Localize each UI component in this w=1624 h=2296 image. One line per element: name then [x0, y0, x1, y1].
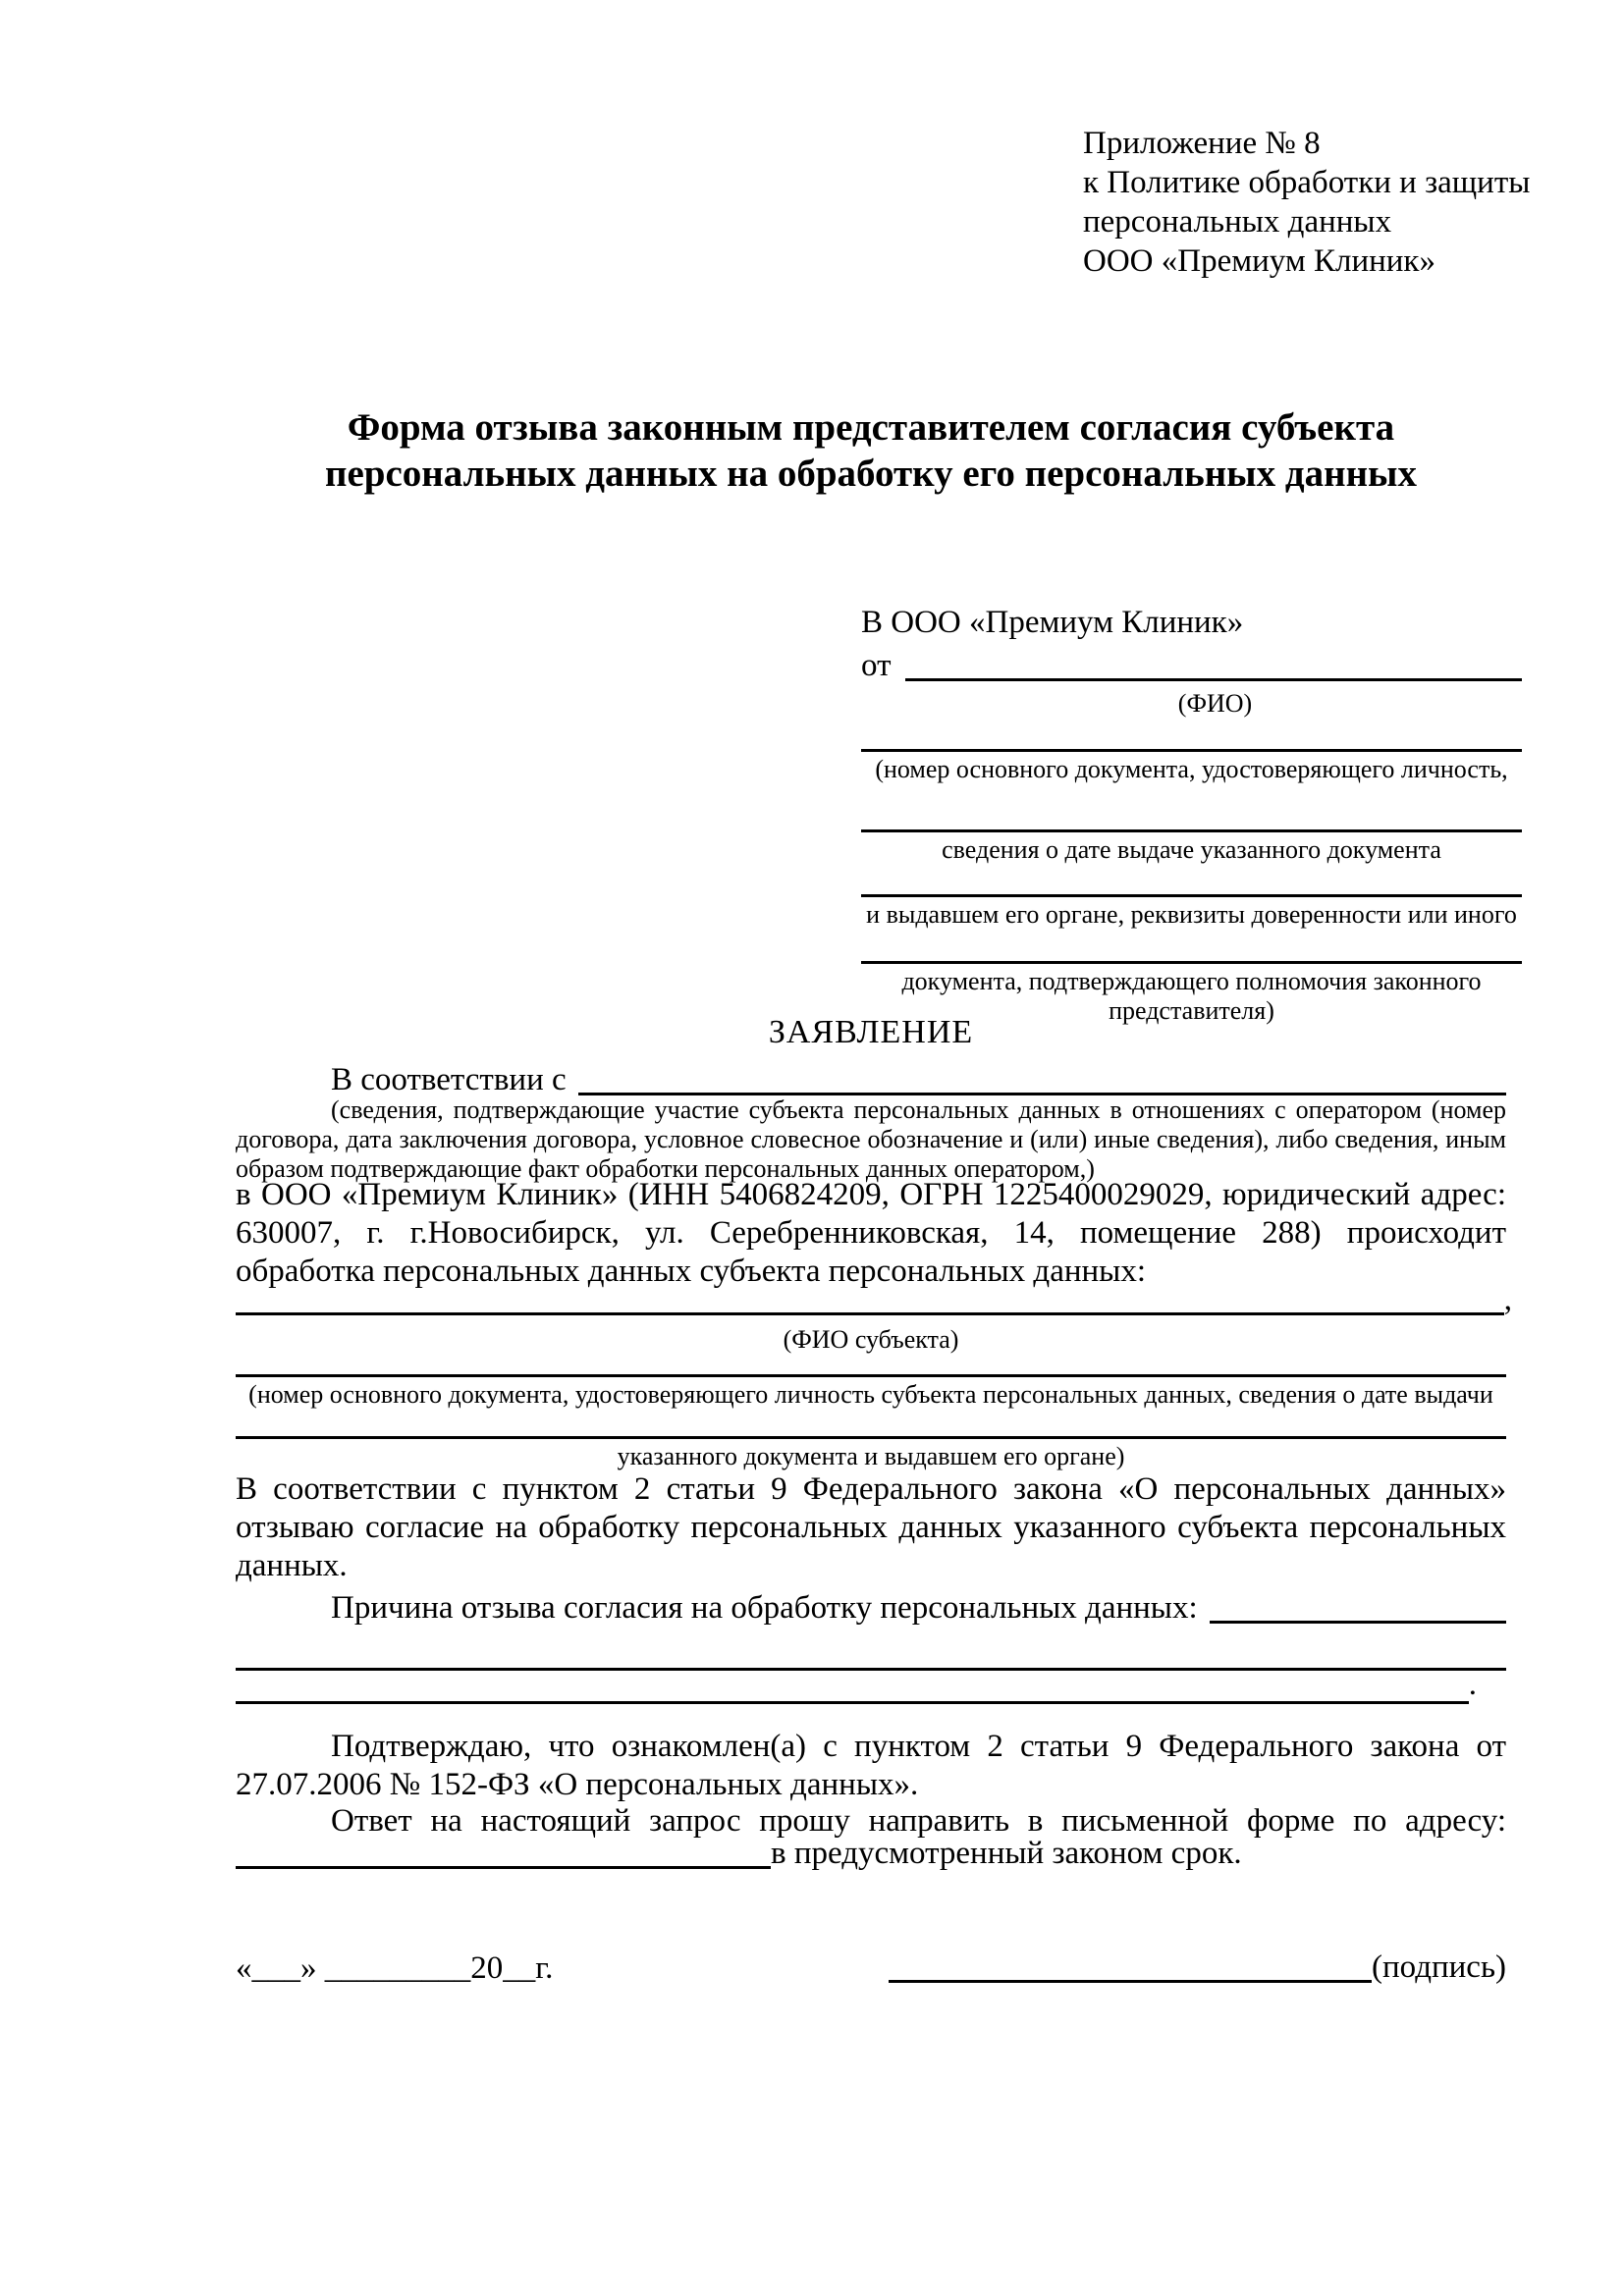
field-caption: документа, подтверждающего полномочия законного представителя): [901, 967, 1482, 1025]
field-caption: и выдавшем его органе, реквизиты доверенности или иного: [866, 900, 1517, 929]
field-caption: (номер основного документа, удостоверяющего личность,: [875, 755, 1508, 783]
document-title-line: персональных данных на обработку его персональных данных: [324, 453, 1418, 495]
field-caption: (номер основного документа, удостоверяющего личность субъекта персональных данных, сведения о дате выдачи: [248, 1380, 1493, 1409]
issuing-authority-field: [861, 894, 1522, 930]
field-caption: сведения о дате выдаче указанного документа: [942, 835, 1441, 864]
reason-field: [236, 1586, 1506, 1628]
reply-tail-text: в предусмотренный законом срок.: [771, 1836, 1242, 1871]
subject-fio-caption: (ФИО субъекта): [783, 1325, 959, 1354]
subject-document-field-2: [236, 1436, 1506, 1471]
document-title-line: Форма отзыва законным представителем согласия субъекта: [347, 406, 1395, 449]
addressee-organization: В ООО «Премиум Клиник»: [861, 605, 1244, 640]
from-fill-in-line: [905, 678, 1523, 681]
subject-fio-fill-in-line: [236, 1312, 1504, 1315]
annex-header-line: ООО «Премиум Клиник»: [1083, 243, 1435, 279]
operator-paragraph: в ООО «Премиум Клиник» (ИНН 5406824209, ОГРН 1225400029029, юридический адрес: 630007, г. г.Новосибирск, ул. Серебренниковская, 14, помещение 288) происходит обработка персональных данных субъекта персональных данных:: [236, 1177, 1506, 1289]
annex-header-line: персональных данных: [1083, 204, 1392, 240]
issue-date-field: [861, 829, 1522, 865]
signature-caption: (подпись): [1372, 1949, 1506, 1985]
document-title: [236, 404, 1506, 497]
fio-caption: (ФИО): [1177, 689, 1253, 718]
address-fill-in-line: [236, 1866, 771, 1869]
contract-details-note: (сведения, подтверждающие участие субъекта персональных данных в отношениях с оператором (номер договора, дата заключения договора, условное словесное обозначение и (или) иные сведения), либо сведения, иным образом подтверждающие факт обработки персональных данных оператором,): [236, 1095, 1506, 1183]
annex-header: [1083, 124, 1530, 281]
reason-fill-in-line-2: [236, 1701, 1469, 1704]
reason-fill-in-line: [1210, 1621, 1506, 1624]
signature-field: [889, 1948, 1506, 1987]
annex-header-line: Приложение № 8: [1083, 126, 1321, 161]
trailing-period: .: [1468, 1667, 1477, 1702]
reply-request-line: Ответ на настоящий запрос прошу направить в письменной форме по адресу:: [331, 1803, 1506, 1839]
confirmation-paragraph: Подтверждаю, что ознакомлен(а) с пунктом 2 статьи 9 Федерального закона от 27.07.2006 № 152-ФЗ «О персональных данных».: [236, 1729, 1506, 1802]
reason-blank-line-2: [236, 1667, 1477, 1704]
subject-fio-field: [236, 1282, 1512, 1319]
date-blank: «___» _________20__г.: [236, 1950, 554, 1986]
annex-header-line: к Политике обработки и защиты: [1083, 165, 1531, 200]
from-field: [861, 644, 1522, 685]
accordance-label: В соответствии с: [331, 1062, 567, 1097]
reply-address-field: [236, 1836, 1506, 1873]
signature-fill-in-line: [889, 1980, 1372, 1983]
trailing-comma: ,: [1503, 1282, 1512, 1317]
from-label: от: [861, 648, 892, 683]
field-caption: указанного документа и выдавшем его органе): [617, 1442, 1125, 1470]
document-number-field: [861, 749, 1522, 784]
withdrawal-paragraph: В соответствии с пунктом 2 статьи 9 Федерального закона «О персональных данных» отзываю согласие на обработку персональных данных указанного субъекта персональных данных.: [236, 1471, 1506, 1583]
accordance-field: [236, 1058, 1506, 1099]
statement-heading: ЗАЯВЛЕНИЕ: [768, 1014, 974, 1050]
reason-label: Причина отзыва согласия на обработку персональных данных:: [331, 1590, 1198, 1626]
subject-document-field: [236, 1374, 1506, 1410]
